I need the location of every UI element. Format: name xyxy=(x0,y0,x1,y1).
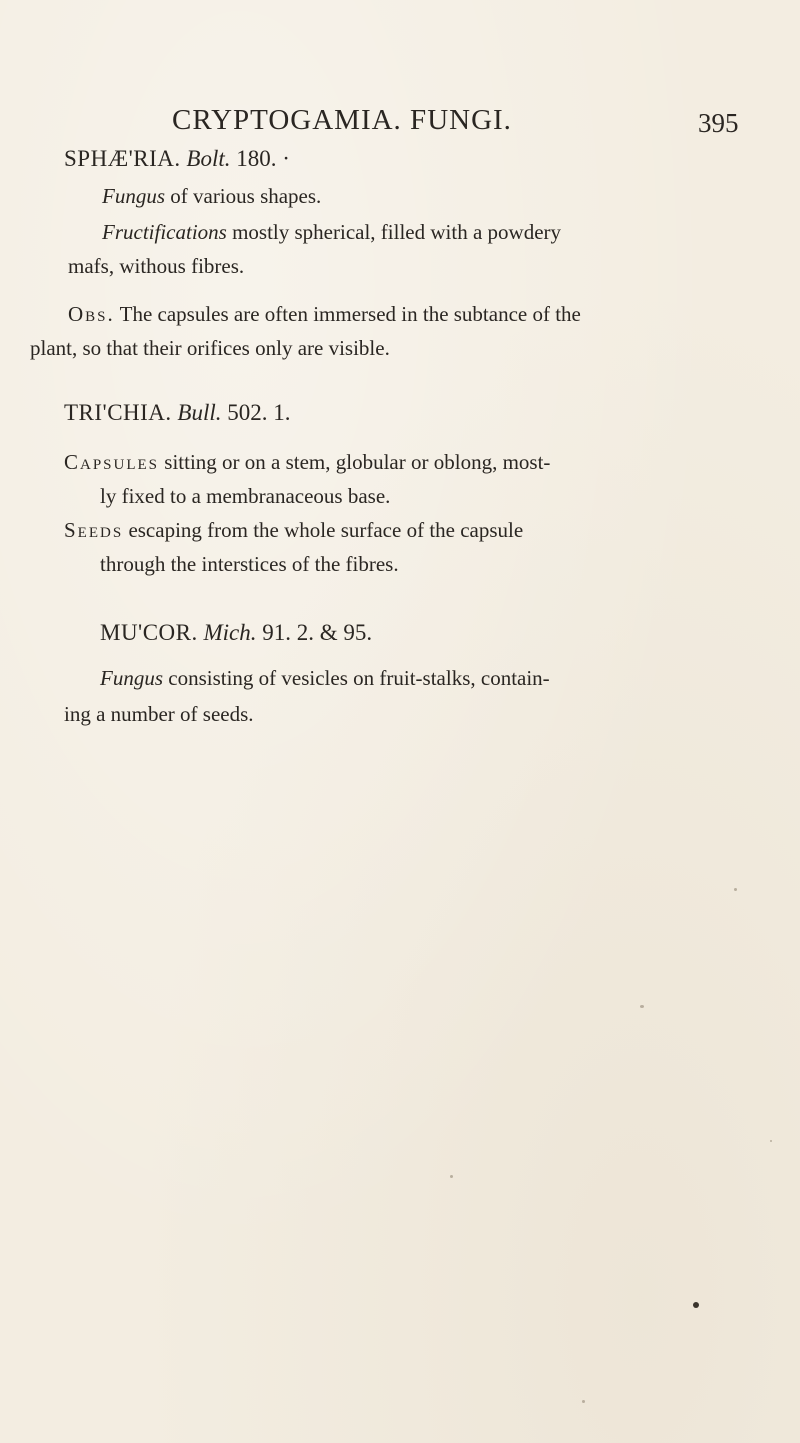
description-line xyxy=(68,254,244,279)
genus-name: MU'COR. xyxy=(100,620,198,645)
paper-speck xyxy=(582,1400,585,1403)
line-text: mostly spherical, filled with a powdery xyxy=(226,220,562,244)
reference-author: Mich. xyxy=(203,620,257,645)
description-line xyxy=(64,702,254,727)
paper-speck xyxy=(770,1140,772,1142)
reference-number: 91. 2. & 95. xyxy=(262,620,373,645)
observation-line xyxy=(68,302,581,327)
reference-number: 180. · xyxy=(236,146,290,171)
reference-number: 502. 1. xyxy=(227,400,291,425)
line-text: through the interstices of the fibres. xyxy=(100,552,399,576)
line-text: ly fixed to a membranaceous base. xyxy=(100,484,391,508)
obs-label: Obs. xyxy=(68,302,115,326)
paper-speck xyxy=(734,888,737,891)
description-line xyxy=(64,518,523,543)
description-line xyxy=(64,450,550,475)
description-line xyxy=(102,184,321,209)
genus-name: SPHÆ'RIA. xyxy=(64,146,181,171)
running-head: CRYPTOGAMIA. FUNGI. xyxy=(172,104,512,136)
line-text: ing a number of seeds. xyxy=(64,702,254,726)
entry-heading-mucor xyxy=(100,620,372,646)
term: Capsules xyxy=(64,450,160,474)
genus-name: TRI'CHIA. xyxy=(64,400,172,425)
line-text: plant, so that their orifices only are visible. xyxy=(30,336,390,360)
paper-speck xyxy=(693,1302,699,1308)
term: Fructifications xyxy=(102,220,227,244)
paper-speck xyxy=(450,1175,453,1178)
description-line xyxy=(102,220,561,245)
entry-heading-trichia xyxy=(64,400,291,426)
description-line xyxy=(100,552,399,577)
term: Fungus xyxy=(100,666,163,690)
line-text: escaping from the whole surface of the capsule xyxy=(123,518,524,542)
line-text: The capsules are often immersed in the subtance of the xyxy=(114,302,581,326)
entry-heading-sphaeria xyxy=(64,146,290,172)
line-text: mafs, withous fibres. xyxy=(68,254,245,278)
description-line xyxy=(100,666,550,691)
description-line xyxy=(100,484,390,509)
term: Fungus xyxy=(102,184,165,208)
line-text: sitting or on a stem, globular or oblong, most- xyxy=(159,450,551,474)
observation-line xyxy=(30,336,390,361)
reference-author: Bolt. xyxy=(186,146,231,171)
paper-speck xyxy=(640,1005,644,1008)
page-number: 395 xyxy=(698,108,739,138)
line-text: consisting of vesicles on fruit-stalks, contain- xyxy=(163,666,550,690)
reference-author: Bull. xyxy=(177,400,222,425)
line-text: of various shapes. xyxy=(165,184,322,208)
term: Seeds xyxy=(64,518,124,542)
